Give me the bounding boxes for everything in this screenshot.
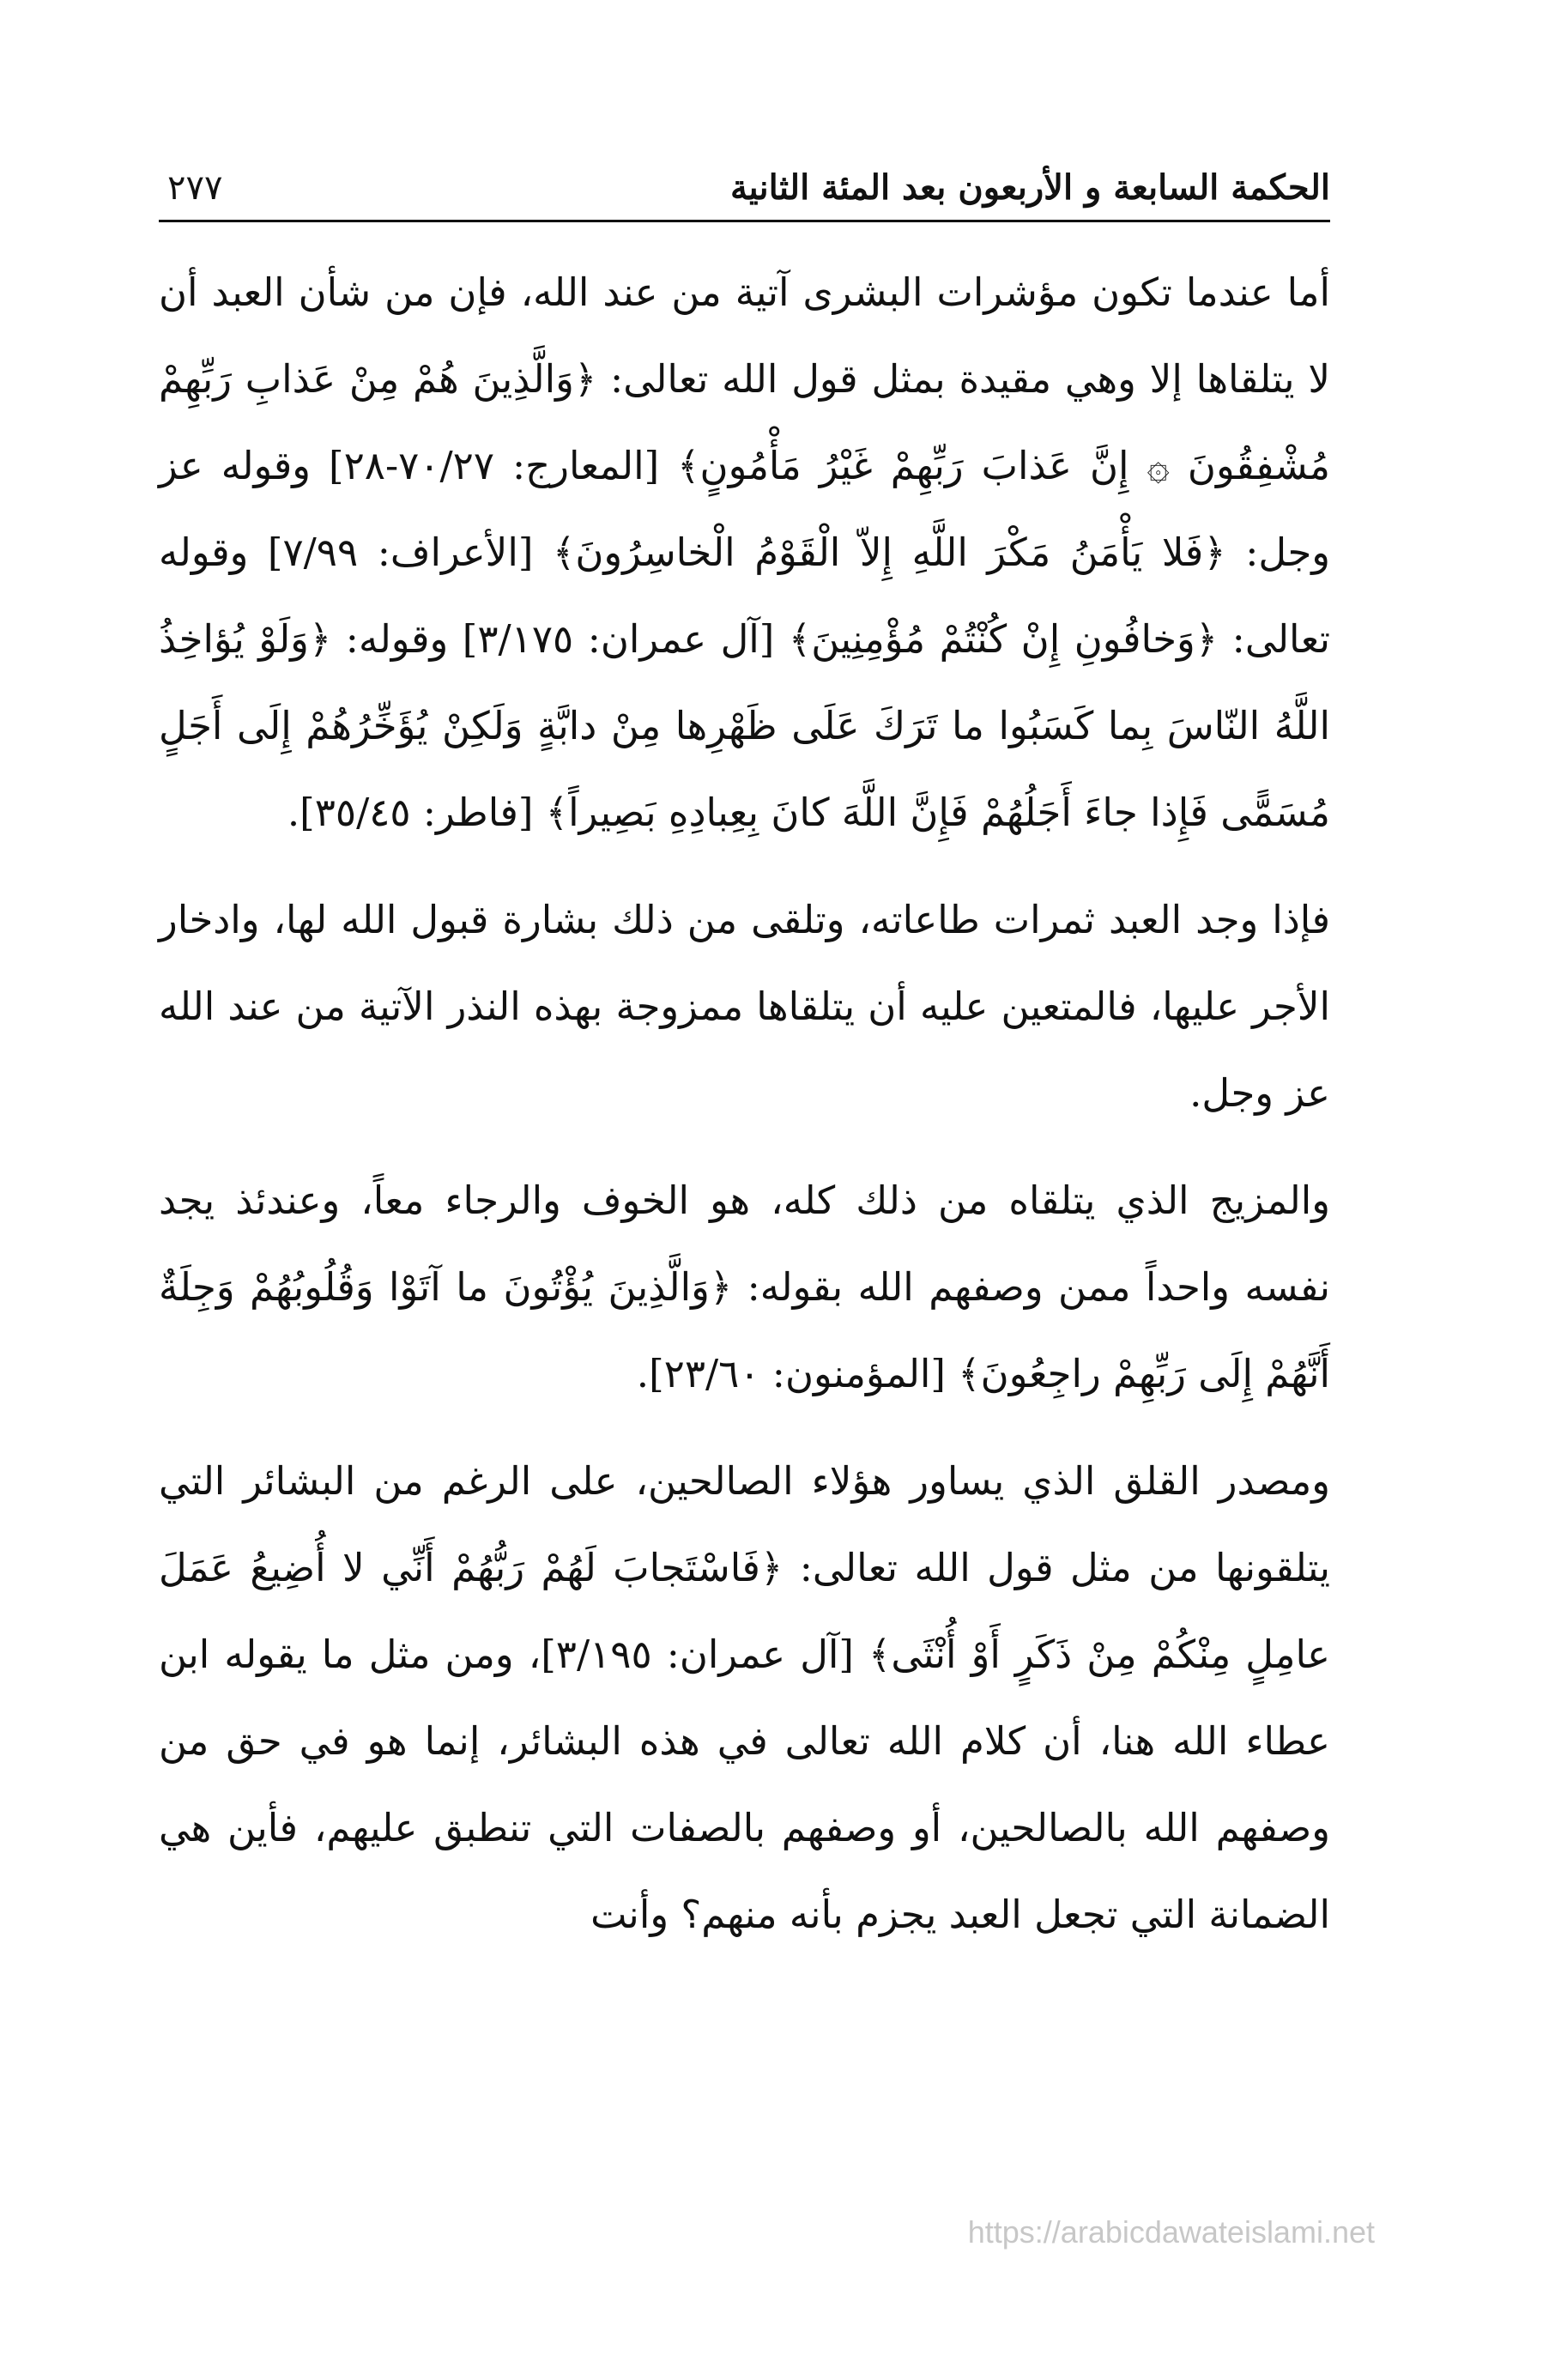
paragraph: والمزيج الذي يتلقاه من ذلك كله، هو الخوف والرجاء معاً، وعندئذ يجد نفسه واحداً ممن وصفهم الله بقوله: ﴿وَالَّذِينَ يُؤْتُونَ ما آتَوْا وَقُلُوبُهُمْ وَجِلَةٌ أَنَّهُمْ إِلَى رَبِّهِمْ راجِعُونَ﴾ [المؤمنون: ٢٣/٦٠]. bbox=[159, 1178, 1330, 1396]
watermark-url: https://arabicdawateislami.net bbox=[967, 2214, 1375, 2250]
paragraph: أما عندما تكون مؤشرات البشرى آتية من عند الله، فإن من شأن العبد أن لا يتلقاها إلا وهي مقيدة بمثل قول الله تعالى: ﴿وَالَّذِينَ هُمْ مِنْ عَذابِ رَبِّهِمْ مُشْفِقُونَ ۞ إِنَّ عَذابَ رَبِّهِمْ غَيْرُ مَأْمُونٍ﴾ [المعارج: ٧٠/٢٧-٢٨] وقوله عز وجل: ﴿فَلا يَأْمَنُ مَكْرَ اللَّهِ إِلاّ الْقَوْمُ الْخاسِرُونَ﴾ [الأعراف: ٧/٩٩] وقوله تعالى: ﴿وَخافُونِ إِنْ كُنْتُمْ مُؤْمِنِينَ﴾ [آل عمران: ٣/١٧٥] وقوله: ﴿وَلَوْ يُؤاخِذُ اللَّهُ النّاسَ بِما كَسَبُوا ما تَرَكَ عَلَى ظَهْرِها مِنْ دابَّةٍ وَلَكِنْ يُؤَخِّرُهُمْ إِلَى أَجَلٍ مُسَمًّى فَإِذا جاءَ أَجَلُهُمْ فَإِنَّ اللَّهَ كانَ بِعِبادِهِ بَصِيراً﴾ [فاطر: ٣٥/٤٥]. bbox=[159, 269, 1331, 835]
chapter-title: الحكمة السابعة و الأربعون بعد المئة الثانية bbox=[730, 167, 1330, 208]
paragraph: ومصدر القلق الذي يساور هؤلاء الصالحين، على الرغم من البشائر التي يتلقونها من مثل قول الله تعالى: ﴿فَاسْتَجابَ لَهُمْ رَبُّهُمْ أَنِّي لا أُضِيعُ عَمَلَ عامِلٍ مِنْكُمْ مِنْ ذَكَرٍ أَوْ أُنْثَى﴾ [آل عمران: ٣/١٩٥]، ومن مثل ما يقوله ابن عطاء الله هنا، أن كلام الله تعالى في هذه البشائر، إنما هو في حق من وصفهم الله بالصالحين، أو وصفهم بالصفات التي تنطبق عليهم، فأين هي الضمانة التي تجعل العبد يجزم بأنه منهم؟ وأنت bbox=[159, 1458, 1330, 1937]
body-text bbox=[159, 249, 1330, 1978]
page-number: ٢٧٧ bbox=[167, 168, 223, 208]
paragraph: فإذا وجد العبد ثمرات طاعاته، وتلقى من ذلك بشارة قبول الله لها، وادخار الأجر عليها، فالمتعين عليه أن يتلقاها ممزوجة بهذه النذر الآتية من عند الله عز وجل. bbox=[159, 897, 1330, 1116]
header-divider bbox=[159, 220, 1330, 222]
page-header bbox=[159, 154, 1330, 215]
